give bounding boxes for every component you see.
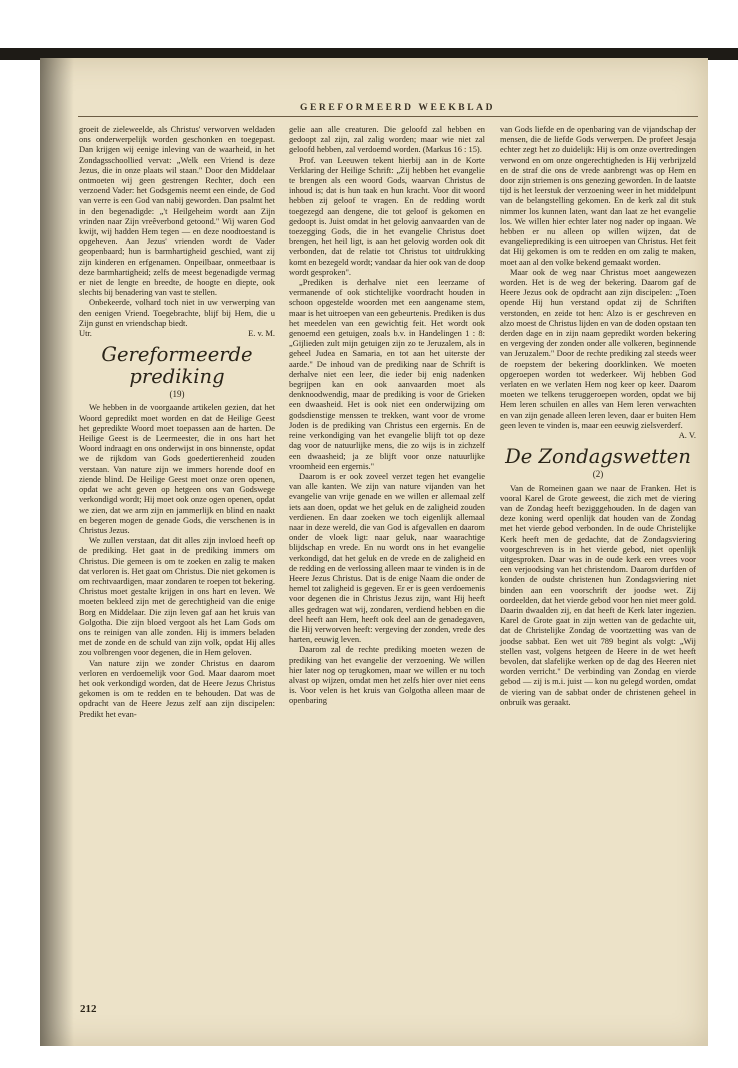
article-number: (19) [169,389,185,400]
column-right [500,124,696,707]
paragraph: Van de Romeinen gaan we naar de Franken. Het is vooral Karel de Grote geweest, die zich met de viering van de Zondag heeft bezigggehouden. In de dagen van deze koning werd openlijk dat houden van de Zondag met het vierde gebod verbonden. In de oude Christelijke Kerk heeft men de gedachte, dat de Zondagsviering voorgeschreven is in het vierde gebod, niet openlijk uitgesproken. Daar was in de oude kerk een vrees voor een verjoodsing van het christendom. Daarom durfden of konden de oudste christenen hun Zondagsviering niet binden aan een voorschrift der joodse wet. Zij oordeelden, dat het vierde gebod voor hen niet meer gold. Daarin dwaalden zij, en dat heeft de Kerk later ingezien. Karel de Grote gaat in zijn wetten van de gedachte uit, dat de Christelijke Zondag de voortzetting was van de joodse sabbat. Een wet uit 789 begint als volgt: „Wij stellen vast, volgens hetgeen de Heere in de wet heeft bevolen, dat slafelijke werken op de dag des Heeren niet worden verricht." De verbinding van Zondag en vierde gebod — zij is m.i. juist — kon nu gelegd worden, omdat de viering van de sabbat onder de christenen geheel in onbruik was geraakt. [500,482,696,707]
paragraph: Onbekeerde, volhard toch niet in uw verwerping van den eenigen Vriend. Toegebrachte, blijf bij Hem, die u Zijn gunst en vriendschap biedt. [79,297,275,328]
paragraph: Van nature zijn we zonder Christus en daarom verloren en verdoemelijk voor God. Maar daarom moet het ook verkondigd worden, dat de Heere Jezus Christus gekomen is om te redden en te behouden. Dat was de opdracht van de Heere Jezus zelf aan zijn discipelen: Predikt het evan- [79,657,275,719]
signature-author: A. V. [678,430,696,441]
signature-author: E. v. M. [248,328,275,339]
paragraph: Maar ook de weg naar Christus moet aangewezen worden. Het is de weg der bekering. Daarom gaf de Heere Jezus ook de opdracht aan zijn discipelen: „Toen opende Hij hun verstand opdat zij de Schriften verstonden, en zeide tot hen: Alzo is er geschreven en alzo moest de Christus lijden en van de doden opstaan ten derden dage en in zijn naam gepredikt worden bekering en vergeving der zonden onder alle volkeren, beginnende van Jeruzalem." Door de rechte prediking zal steeds weer de roepstem der bekering doorklinken. We moeten opgeroepen worden tot wederkeer. Wij hebben God verlaten en we verlaten Hem nog keer op keer. Daarom moeten we telkens teruggeroepen worden, opdat we bij Hem leren schuilen en alles van Hem leren verwachten en van zijn genade alleen leren leven, daar er buiten Hem geen leven te vinden is, maar een eeuwig zielsverderf. [500,266,696,430]
signature [79,328,275,338]
paragraph: Prof. van Leeuwen tekent hierbij aan in de Korte Verklaring der Heilige Schrift: „Zij hebben het evangelie te brengen als een woord Gods, waarvan Christus de inhoud is; dat is hun taak en hun kracht. Voor dit woord hebben zij geloof te vragen. En de redding wordt toegezegd aan dengene, die tot geloof is gekomen en gedoopt is. Juist omdat in het gelovig aanvaarden van de toezegging Gods, die in het evangelie Christus doet brengen, het heil ligt, is aan het gelovig worden ook dit verbonden, dat de relatie tot Christus tot uitdrukking komt en bezegeld wordt; vandaar da hier ook van de doop wordt gesproken". [289,154,485,277]
article-title: De Zondagswetten [505,445,691,469]
paragraph: We zullen verstaan, dat dit alles zijn invloed heeft op de prediking. Het gaat in de prediking immers om Christus. Die gemeen is om te zoeken en zalig te maken dat verloren is. Het gaat om Christus. Die niet gekomen is om rechtvaardigen, maar zondaren te roepen tot bekering. Christus moet gestalte krijgen in ons hart en leven. We moeten bekleed zijn met de gerechtigheid van die enige Borg en Middelaar. Die zijn leven gaf aan het kruis van Golgotha. Die zijn bloed vergoot als het Lam Gods om ons te reinigen van alle zonden. Hij is immers beladen met de zonde en de schuld van zijn volk, opdat Hij alles zou volbrengen voor degenen, die in Hem geloven. [79,535,275,658]
binding-shadow [40,58,74,1046]
article-number: (2) [592,469,604,480]
article-title: Gereformeerde prediking [101,343,253,389]
paragraph: van Gods liefde en de openbaring van de vijandschap der mensen, die de liefde Gods verwerpen. De profeet Jesaja echter zegt het zo duidelijk: Hij is om onze overtredingen verwond en om onze ongerechtigheden is Hij verbrijzeld en de straf die ons de vrede aanbrengt was op Hem en door zijn striemen is ons genezing geworden. In de laatste tijd is het leerstuk der verzoening weer in het middelpunt van de belangstelling gekomen. En de kerk zal dit stuk nimmer los kunnen laten, want dan laat ze het evangelie los. We willen hier echter later nog nader op ingaan. We hebben er nu alleen op willen wijzen, dat de evangelieprediking is een uitroepen van Christus. Het feit dat Hij gekomen is om te redden en om zalig te maken, moet aan al den volke bekend gemaakt worden. [500,124,696,267]
column-left [79,124,275,719]
column-middle [289,124,485,706]
paragraph: Daarom zal de rechte prediking moeten wezen de prediking van het evangelie der verzoening. We willen hier later nog op terugkomen, maar we willen er nu toch alvast op wijzen, omdat men het zelfs hier over niet eens is. Voor velen is het kruis van Golgotha alleen maar de openbaring [289,644,485,706]
paragraph: „Prediken is derhalve niet een leerzame of vermanende of ook stichtelijke voordracht houden in schoon opgestelde woorden met een aangename stem, maar is het uitroepen van een gebeurtenis. Prediken is dus het meedelen van een gewichtig feit. Het wordt ook genoemd een getuigen, zoals b.v. in Handelingen 1 : 8: „Gijlieden zult mijn getuigen zijn zo te Jeruzalem, als in geheel Judea en Samaria, en tot aan het uiterste der aarde." De inhoud van de prediking naar de Schrift is derhalve niet een leer, die ieder bij enig nadenken begrijpen kan en ook aanvaarden moet als denknoodwendig, maar de prediking is voor de Grieken een dwaasheid. Het is ook niet een onderwijzing om godsdienstige menssen te trekken, want voor de vrome Joden is de prediking van Christus een ergernis. En de reine verkondiging van het evangelie blijft tot op deze dag voor de natuurlijke mens, die zo wijs is in zichzelf een dwaasheid; ja ze blijft voor onze natuurlijke vroomheid een ergernis." [289,277,485,471]
signature-place: Utr. [79,328,92,339]
paragraph: groeit de zieleweelde, als Christus' verworven weldaden ons onderwerpelijk worden geschonken en toegepast. Dan krijgen wij eenige inleving van de waarheid, in het Zondagsschoollied vervat: „Welk een Vriend is deze Jezus, die in onze plaats wil staan." Door den Middelaar ontmoeten wij geen gestrengen Rechter, doch een verzoend Vader: het Godsgemis neemt een einde, de God van verre is een God van nabij geworden. Dan psalmt het in den begenadigde: „'t Heilgeheim wordt aan Zijn vrinden naar Zijn vreêverbond getoond." Wij waren God kwijt, wij hadden Hem tegen — en deze noodtoestand is opgeheven. Aan Jezus' vrienden wordt de Vader geopenbaard; hun is barmhartigheid geschied, want zij zijn kinderen en erfgenamen. Onpeilbaar, onmeetbaar is deze barmhartigheid; zelfs de meest begenadigde vermag er niet de lengte en breedte, de hoogte en diepte, ook slechts bij benadering van vast te stellen. [79,124,275,298]
paragraph: gelie aan alle creaturen. Die geloofd zal hebben en gedoopt zal zijn, zal zalig worden; maar wie niet zal geloofd hebben, zal verdoemd worden. (Markus 16 : 15). [289,124,485,155]
running-header: GEREFORMEERD WEEKBLAD [300,103,496,113]
paragraph: Daarom is er ook zoveel verzet tegen het evangelie van alle kanten. We zijn van nature vijanden van het evangelie van vrije genade en we willen er allemaal zelf iets aan doen, opdat we het geluk en de zaligheid zouden verdienen. En daar zoeken we toch eigenlijk allemaal naar in deze wereld, die van God is afgevallen en daarom onder de vloek ligt: naar geluk, naar waarachtige blijdschap en vrede. En nu wordt ons in het evangelie verkondigd, dat het geluk en de vrede en de zaligheid en de redding en de verlossing alleen maar te vinden is in de Heere Jezus Christus. Dat is de enige Naam die onder de hemel tot zaligheid is gegeven. Er er is geen verdoemenis voor degenen die in Christus Jezus zijn, want Hij heeft alles gedragen wat wij, zondaren, verdiend hebben en die deel heeft aan Hem, heeft ook deel aan de genadegaven, die Hij verworven heeft: vergeving der zonden, vrede des harten, eeuwig leven. [289,470,485,645]
page-number: 212 [80,1003,97,1015]
header-rule [78,116,698,117]
paragraph: We hebben in de voorgaande artikelen gezien, dat het Woord gepredikt moet worden en dat de Heilige Geest het gepredikte Woord moet toepassen aan de harten. De Heilige Geest is de Leermeester, die in ons hart het Woord indraagt en ons onderwijst in ons binnenste, opdat we de rijkdom van Gods goedertierenheid zouden verstaan. Van nature zijn we immers horende doof en ziende blind. De Heilige Geest moet onze oren openen, opdat we acht geven op hetgeen ons van Godswege verkondigd wordt; Hij moet ook onze ogen openen, opdat we zien, dat we arm zijn en jammerlijk en blind en naakt en begeren mogen de genade Gods, die verschenen is in Christus Jezus. [79,402,275,535]
